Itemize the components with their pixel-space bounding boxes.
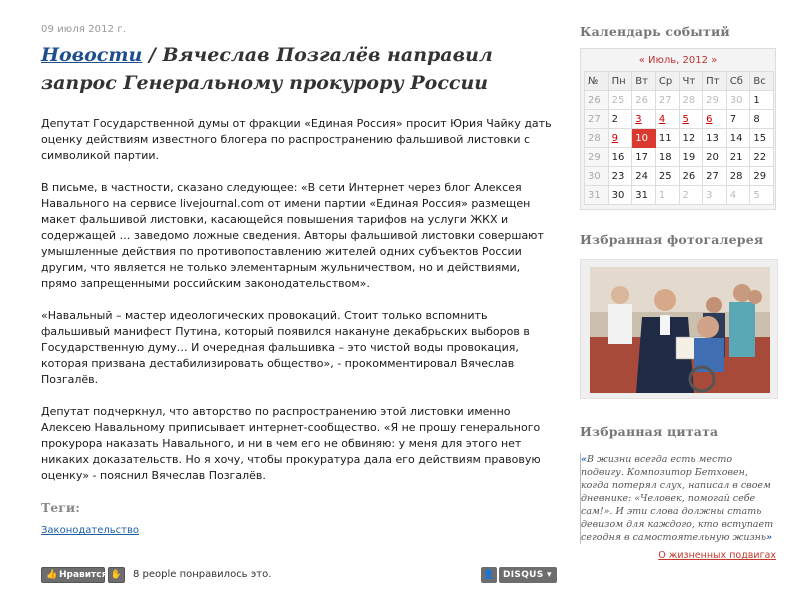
calendar-day: 24: [632, 167, 656, 186]
calendar-grid: [584, 71, 774, 205]
featured-quote: [580, 453, 776, 544]
calendar-day: 26: [679, 167, 703, 186]
tag-link[interactable]: Законодательство: [41, 525, 139, 536]
calendar-day: 27: [655, 91, 679, 110]
quote-title: Избранная цитата: [580, 424, 719, 439]
calendar-next[interactable]: »: [711, 55, 718, 66]
title-text: Вячеслав Позгалёв направил запрос Генеральному прокурору России: [41, 44, 493, 94]
calendar-prev[interactable]: «: [638, 55, 645, 66]
likes-count: 8 people понравилось это.: [133, 569, 272, 580]
calendar-month-nav: [584, 55, 772, 66]
user-icon: 👤: [483, 570, 495, 580]
calendar-day: 5: [750, 186, 774, 205]
tags-heading: Теги:: [41, 500, 80, 515]
calendar-week-row: [585, 186, 774, 205]
article: [41, 24, 559, 537]
calendar-day: 1: [655, 186, 679, 205]
calendar-week-number: 27: [585, 110, 609, 129]
social-bar: [41, 567, 557, 585]
like-label: Нравится: [59, 570, 108, 580]
calendar-day: 18: [655, 148, 679, 167]
calendar-week-row: [585, 91, 774, 110]
calendar-day-event[interactable]: 4: [655, 110, 679, 129]
calendar-week-row: [585, 129, 774, 148]
paragraph: Депутат подчеркнул, что авторство по распространению этой листовки именно Алексею Навальному приписывает интернет-сообщество. «Я не прошу генерального прокурора наказать Навального, и ни в чем его не обвиняю: у меня для этого нет никаких доказательств. Но я хочу, чтобы прокуратура дала его действиям правовую оценку» - пояснил Вячеслав Позгалёв.: [41, 405, 541, 482]
calendar-header-cell: Пт: [703, 72, 727, 91]
quote-open-mark: «: [581, 454, 587, 465]
calendar-day: 25: [655, 167, 679, 186]
thumbs-down-icon: ✋: [110, 570, 123, 580]
calendar-day: 16: [608, 148, 632, 167]
chevron-down-icon: ▾: [546, 570, 552, 580]
calendar-day-event[interactable]: 9: [608, 129, 632, 148]
calendar-header-cell: Сб: [726, 72, 750, 91]
calendar-header-cell: Вт: [632, 72, 656, 91]
calendar-day: 2: [679, 186, 703, 205]
calendar-day: 12: [679, 129, 703, 148]
calendar-day: 28: [726, 167, 750, 186]
calendar-day: 29: [750, 167, 774, 186]
calendar-day: 30: [726, 91, 750, 110]
quote-text: В жизни всегда есть место подвигу. Композитор Бетховен, когда потерял слух, написал в своем дневнике: «Человек, помогай себе сам!». И эти слова должны стать девизом для каждого, кто вступает сегодня в самостоятельную жизнь: [581, 454, 774, 543]
calendar-week-number: 31: [585, 186, 609, 205]
calendar-day: 3: [703, 186, 727, 205]
calendar-day: 27: [703, 167, 727, 186]
quote-close-mark: »: [766, 532, 772, 543]
calendar-day: 28: [679, 91, 703, 110]
paragraph: «Навальный – мастер идеологических провокаций. Стоит только вспомнить фальшивый манифест Путина, который появился накануне декабрьских выборов в Государственную думу… И очередная фальшивка – это чистой воды провокация, которая призвана дестабилизировать общество», - прокомментировал Вячеслав Позгалёв.: [41, 309, 530, 386]
title-separator: /: [148, 44, 156, 66]
article-date: 09 июля 2012 г.: [41, 24, 126, 35]
dislike-button[interactable]: [108, 567, 125, 583]
calendar-week-number: 26: [585, 91, 609, 110]
calendar-day: 14: [726, 129, 750, 148]
calendar-day: 23: [608, 167, 632, 186]
calendar-day: 13: [703, 129, 727, 148]
calendar-day: 17: [632, 148, 656, 167]
calendar-header-cell: Вс: [750, 72, 774, 91]
calendar-day-event[interactable]: 6: [703, 110, 727, 129]
calendar-day: 1: [750, 91, 774, 110]
calendar-day: 8: [750, 110, 774, 129]
calendar-week-row: [585, 167, 774, 186]
photo-image: [590, 267, 770, 393]
calendar-day: 7: [726, 110, 750, 129]
gallery-photo[interactable]: [590, 267, 770, 393]
calendar-day: 19: [679, 148, 703, 167]
calendar-week-number: 28: [585, 129, 609, 148]
paragraph: Депутат Государственной думы от фракции «Единая Россия» просит Юрия Чайку дать оценку действиям известного блогера по распространению фальшивой листовки с символикой партии.: [41, 117, 552, 162]
article-title: [41, 41, 559, 97]
calendar-week-row: [585, 148, 774, 167]
calendar-day: 11: [655, 129, 679, 148]
disqus-label: DISQUS: [503, 570, 544, 580]
share-button[interactable]: [481, 567, 497, 583]
calendar-week-number: 30: [585, 167, 609, 186]
calendar-header-cell: №: [585, 72, 609, 91]
calendar-title: Календарь событий: [580, 24, 730, 39]
calendar-day: 30: [608, 186, 632, 205]
calendar-month: Июль, 2012: [648, 55, 708, 66]
calendar: [580, 48, 776, 210]
paragraph: В письме, в частности, сказано следующее: «В сети Интернет через блог Алексея Навального на сервисе livejournal.com от имени партии «Единая Россия» размещен макет фальшивой листовки, касающейся повышения тарифов на услуги ЖКХ и содержащей … заведомо ложные сведения. Авторы фальшивой листовки совершают умышленные действия по противопоставлению жителей одних субъектов России другим, что является не только элементарным жульничеством, но и действиями, прямо запрещенными российским законодательством».: [41, 181, 544, 290]
calendar-header-cell: Пн: [608, 72, 632, 91]
calendar-day-event[interactable]: 3: [632, 110, 656, 129]
calendar-day: 2: [608, 110, 632, 129]
calendar-day: 29: [703, 91, 727, 110]
calendar-week-row: [585, 110, 774, 129]
quote-source-link[interactable]: О жизненных подвигах: [658, 550, 776, 561]
article-body: [41, 116, 559, 484]
calendar-day: 15: [750, 129, 774, 148]
like-button[interactable]: [41, 567, 108, 583]
calendar-day: 26: [632, 91, 656, 110]
calendar-day: 31: [632, 186, 656, 205]
calendar-day-event[interactable]: 5: [679, 110, 703, 129]
thumbs-up-icon: 👍: [46, 569, 58, 580]
calendar-day: 21: [726, 148, 750, 167]
calendar-header-cell: Ср: [655, 72, 679, 91]
gallery-title: Избранная фотогалерея: [580, 232, 764, 247]
calendar-day: 4: [726, 186, 750, 205]
calendar-day: 22: [750, 148, 774, 167]
sidebar: [580, 24, 780, 561]
calendar-day: 25: [608, 91, 632, 110]
calendar-day: 20: [703, 148, 727, 167]
disqus-button[interactable]: [499, 567, 557, 583]
calendar-week-number: 29: [585, 148, 609, 167]
gallery: [580, 259, 778, 399]
section-link[interactable]: Новости: [41, 44, 143, 66]
calendar-header-cell: Чт: [679, 72, 703, 91]
calendar-day-today: 10: [632, 129, 656, 148]
